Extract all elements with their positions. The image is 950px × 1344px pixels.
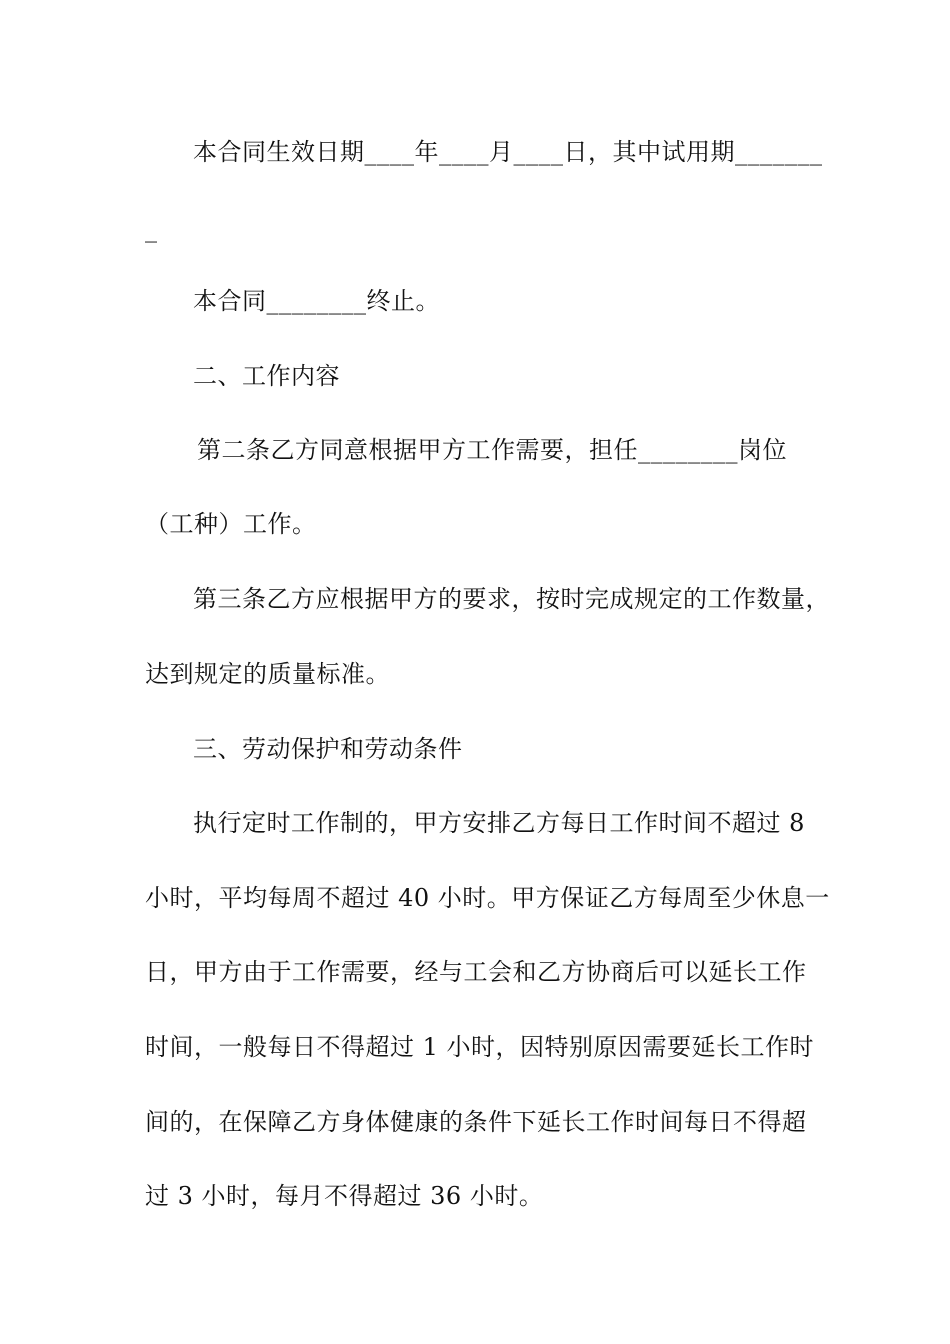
- termination-line: 本合同________终止。: [193, 287, 440, 315]
- working-hours-line-1: 执行定时工作制的，甲方安排乙方每日工作时间不超过 8: [193, 809, 805, 837]
- working-hours-line-4: 时间，一般每日不得超过 1 小时，因特别原因需要延长工作时: [145, 1033, 815, 1061]
- article-2-line-2: （工种）工作。: [145, 510, 317, 538]
- effective-date-continuation: _: [145, 215, 158, 243]
- article-3-line-1: 第三条乙方应根据甲方的要求，按时完成规定的工作数量，: [193, 585, 830, 613]
- section-heading-labor-protection: 三、劳动保护和劳动条件: [193, 735, 463, 763]
- article-3-line-2: 达到规定的质量标准。: [145, 660, 390, 688]
- effective-date-line: 本合同生效日期____年____月____日，其中试用期_______: [193, 138, 823, 166]
- working-hours-line-5: 间的，在保障乙方身体健康的条件下延长工作时间每日不得超: [145, 1108, 807, 1136]
- working-hours-line-2: 小时，平均每周不超过 40 小时。甲方保证乙方每周至少休息一: [145, 884, 830, 912]
- working-hours-line-3: 日，甲方由于工作需要，经与工会和乙方协商后可以延长工作: [145, 958, 807, 986]
- working-hours-line-6: 过 3 小时，每月不得超过 36 小时。: [145, 1182, 544, 1210]
- article-2-line-1: 第二条乙方同意根据甲方工作需要，担任________岗位: [197, 436, 787, 464]
- section-heading-work-content: 二、工作内容: [193, 362, 340, 390]
